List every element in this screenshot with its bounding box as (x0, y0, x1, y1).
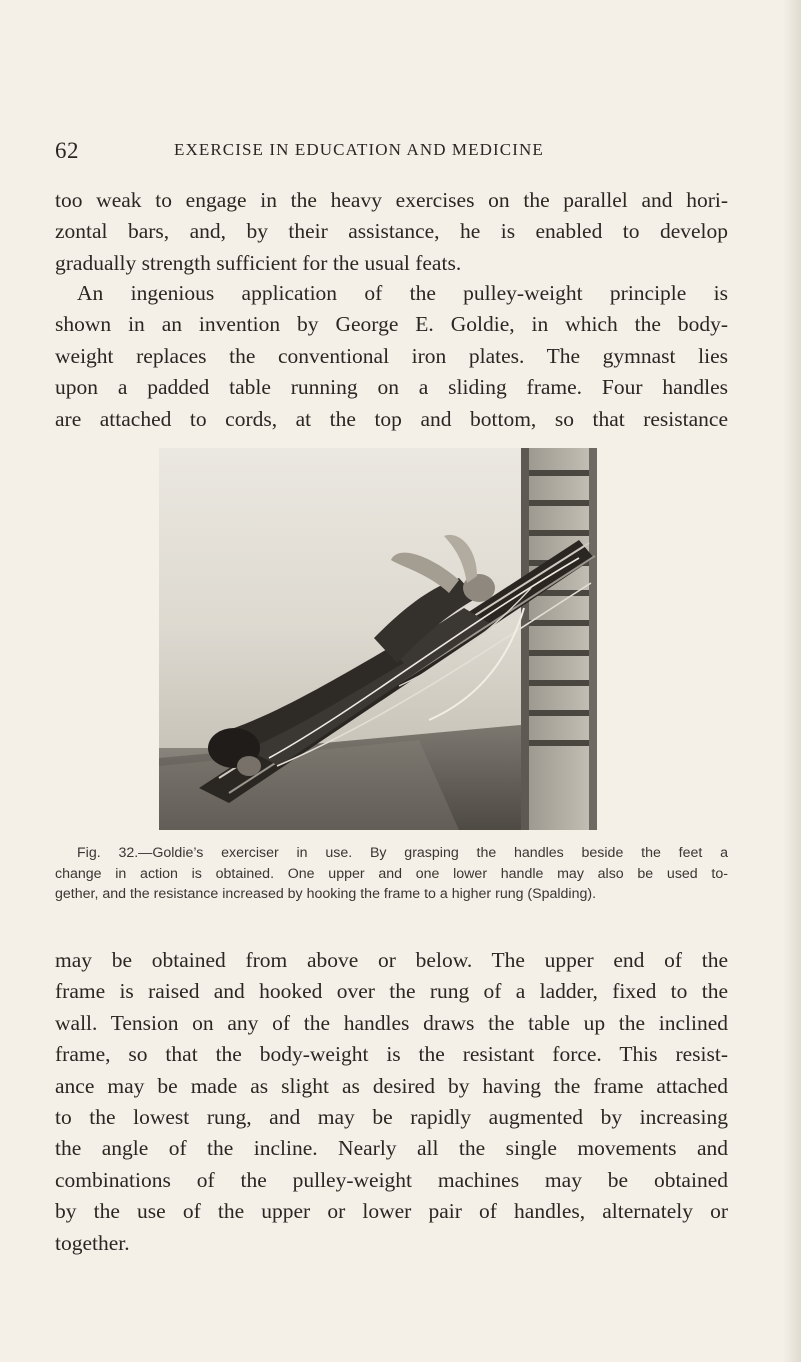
text-line: are attached to cords, at the top and bottom, so that resistance (55, 406, 728, 431)
text-line: gradually strength sufficient for the usual feats. (55, 250, 462, 275)
page-number: 62 (55, 138, 79, 163)
figure-caption (55, 843, 728, 905)
ladder-rail (521, 448, 529, 830)
caption-line: gether, and the resistance increased by hooking the frame to a higher rung (Spalding). (55, 886, 597, 902)
exerciser-illustration (159, 448, 597, 830)
text-line: weight replaces the conventional iron plates. The gymnast lies (55, 343, 728, 368)
text-line: together. (55, 1230, 130, 1255)
paragraph-3 (55, 945, 728, 1259)
text-line: may be obtained from above or below. The upper end of the (55, 948, 728, 972)
ladder-rail (589, 448, 597, 830)
text-line: An ingenious application of the pulley-weight principle is (77, 281, 728, 305)
caption-line: change in action is obtained. One upper and one lower handle may also be used to- (55, 865, 728, 882)
figure-photograph (159, 448, 597, 830)
paragraph-1 (55, 185, 728, 279)
page-edge-shadow (783, 0, 801, 1362)
running-head: EXERCISE IN EDUCATION AND MEDICINE (174, 140, 544, 159)
text-line: the angle of the incline. Nearly all the single movements and (55, 1136, 728, 1161)
text-line: zontal bars, and, by their assistance, he is enabled to develop (55, 219, 728, 244)
caption-line: Fig. 32.—Goldie’s exerciser in use. By grasping the handles beside the feet a (77, 845, 728, 861)
text-line: wall. Tension on any of the handles draws the table up the inclined (55, 1010, 728, 1035)
text-line: shown in an invention by George E. Goldie, in which the body- (55, 312, 728, 337)
text-line: by the use of the upper or lower pair of handles, alternately or (55, 1199, 728, 1224)
paragraph-2 (55, 278, 728, 435)
text-line: to the lowest rung, and may be rapidly augmented by increasing (55, 1105, 728, 1130)
text-line: upon a padded table running on a sliding frame. Four handles (55, 375, 728, 400)
text-line: combinations of the pulley-weight machines may be obtained (55, 1167, 728, 1192)
foot-pulley (237, 756, 261, 776)
page-header (55, 138, 735, 168)
text-line: ance may be made as slight as desired by having the frame attached (55, 1073, 728, 1098)
text-line: frame is raised and hooked over the rung of a ladder, fixed to the (55, 979, 728, 1004)
text-line: frame, so that the body-weight is the resistant force. This resist- (55, 1042, 728, 1067)
text-line: too weak to engage in the heavy exercises on the parallel and hori- (55, 188, 728, 212)
